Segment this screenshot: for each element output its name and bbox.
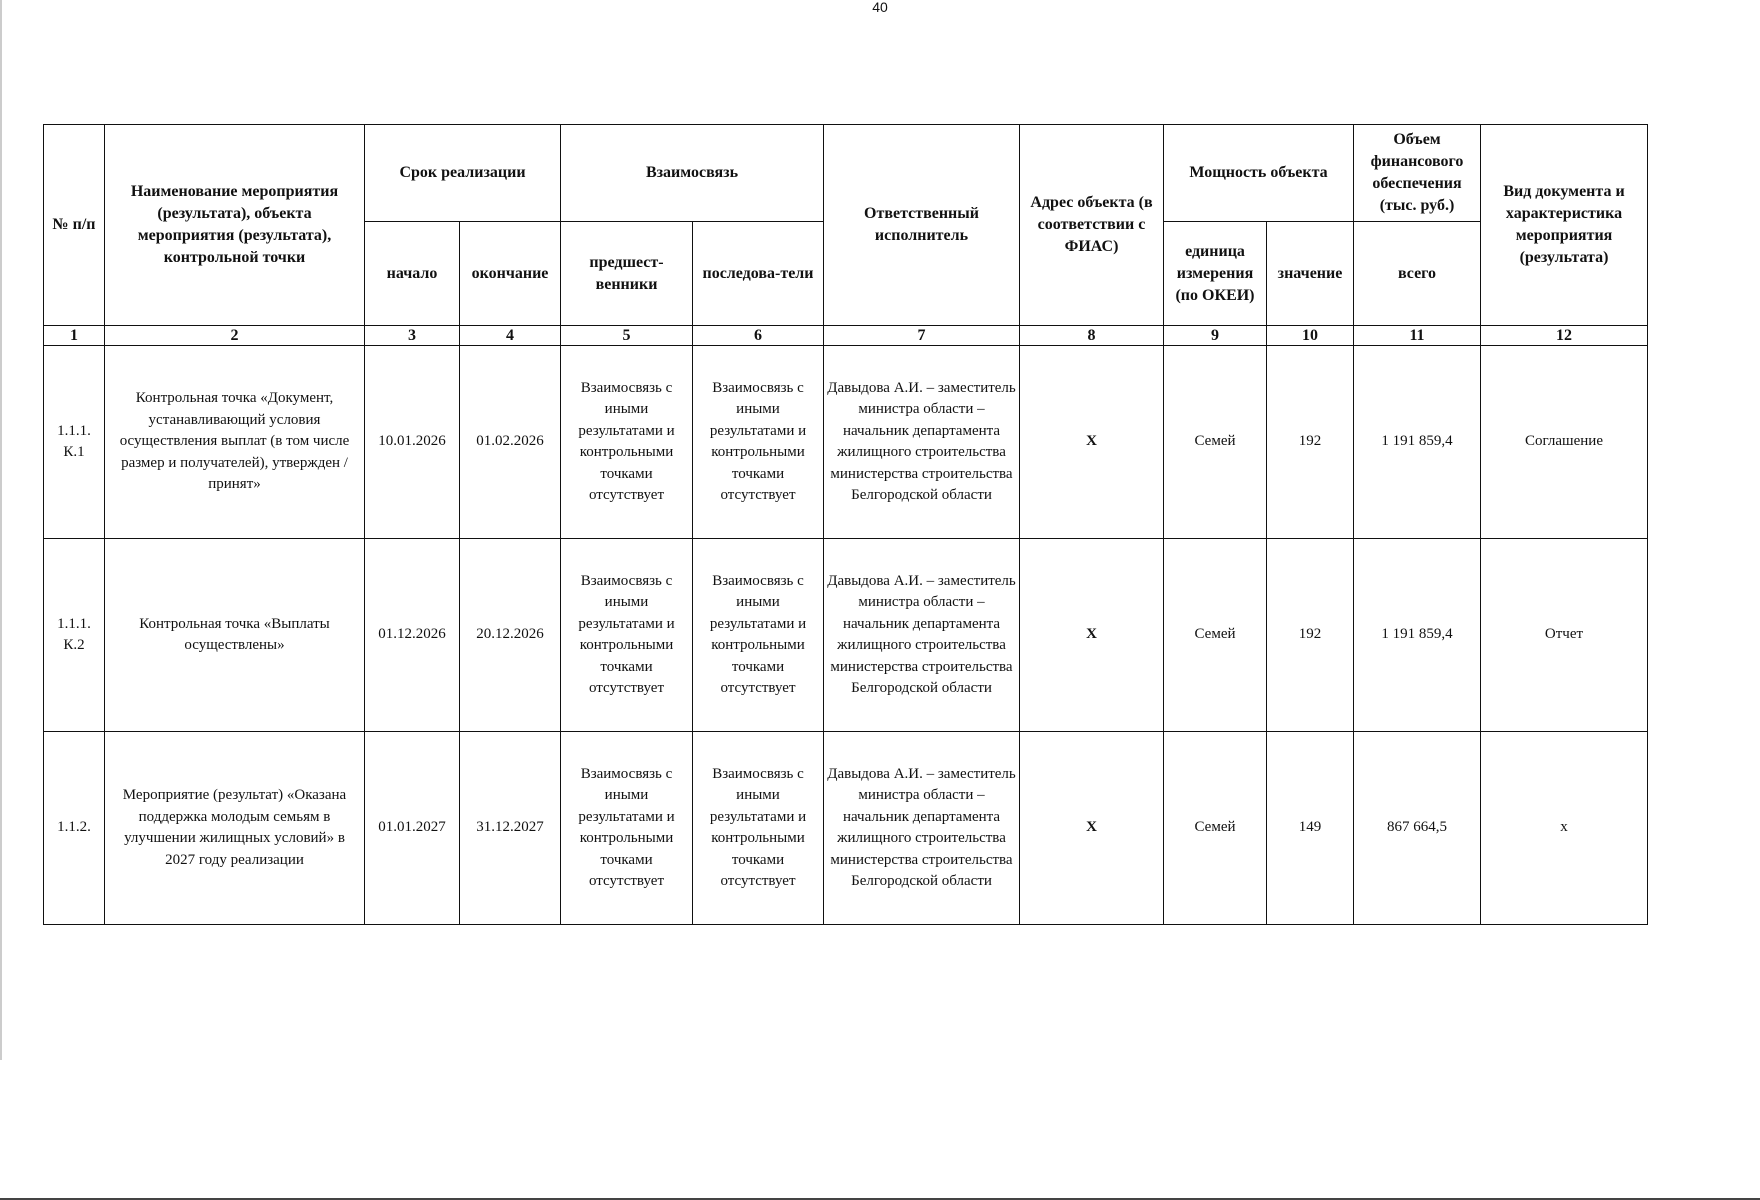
row-start-date: 01.01.2027 xyxy=(365,732,460,925)
header-relation-prev: предшест-венники xyxy=(561,222,693,326)
header-relation-next: последова-тели xyxy=(693,222,824,326)
header-capacity-unit: единица измерения (по ОКЕИ) xyxy=(1164,222,1267,326)
column-number-row xyxy=(44,326,1648,346)
row-address: X xyxy=(1020,732,1164,925)
row-address: X xyxy=(1020,346,1164,539)
column-number: 9 xyxy=(1164,326,1267,346)
row-address: X xyxy=(1020,539,1164,732)
row-value: 192 xyxy=(1267,346,1354,539)
column-number: 5 xyxy=(561,326,693,346)
row-successors: Взаимосвязь с иными результатами и контрольными точками отсутствует xyxy=(693,539,824,732)
header-period: Срок реализации xyxy=(365,125,561,222)
row-num: 1.1.1. К.2 xyxy=(44,539,105,732)
row-successors: Взаимосвязь с иными результатами и контрольными точками отсутствует xyxy=(693,732,824,925)
row-name: Мероприятие (результат) «Оказана поддержка молодым семьям в улучшении жилищных условий» в 2027 году реализации xyxy=(105,732,365,925)
header-num: № п/п xyxy=(44,125,105,326)
page-left-edge xyxy=(0,0,2,1060)
row-name: Контрольная точка «Выплаты осуществлены» xyxy=(105,539,365,732)
row-unit: Семей xyxy=(1164,346,1267,539)
header-doc: Вид документа и характеристика мероприятия (результата) xyxy=(1481,125,1648,326)
column-number: 7 xyxy=(824,326,1020,346)
column-number: 8 xyxy=(1020,326,1164,346)
row-end-date: 20.12.2026 xyxy=(460,539,561,732)
column-number: 2 xyxy=(105,326,365,346)
header-responsible: Ответственный исполнитель xyxy=(824,125,1020,326)
column-number: 6 xyxy=(693,326,824,346)
row-document: Отчет xyxy=(1481,539,1648,732)
column-number: 12 xyxy=(1481,326,1648,346)
header-period-start: начало xyxy=(365,222,460,326)
implementation-plan-table xyxy=(43,124,1648,925)
row-predecessors: Взаимосвязь с иными результатами и контрольными точками отсутствует xyxy=(561,346,693,539)
row-value: 192 xyxy=(1267,539,1354,732)
row-responsible: Давыдова А.И. – заместитель министра области – начальник департамента жилищного строительства министерства строительства Белгородской области xyxy=(824,346,1020,539)
header-relation: Взаимосвязь xyxy=(561,125,824,222)
row-predecessors: Взаимосвязь с иными результатами и контрольными точками отсутствует xyxy=(561,732,693,925)
row-predecessors: Взаимосвязь с иными результатами и контрольными точками отсутствует xyxy=(561,539,693,732)
row-document: Соглашение xyxy=(1481,346,1648,539)
row-finance-total: 867 664,5 xyxy=(1354,732,1481,925)
row-responsible: Давыдова А.И. – заместитель министра области – начальник департамента жилищного строительства министерства строительства Белгородской области xyxy=(824,732,1020,925)
row-document: х xyxy=(1481,732,1648,925)
row-unit: Семей xyxy=(1164,539,1267,732)
row-unit: Семей xyxy=(1164,732,1267,925)
row-num: 1.1.2. xyxy=(44,732,105,925)
header-period-end: окончание xyxy=(460,222,561,326)
header-address: Адрес объекта (в соответствии с ФИАС) xyxy=(1020,125,1164,326)
table-row xyxy=(44,346,1648,539)
row-finance-total: 1 191 859,4 xyxy=(1354,346,1481,539)
header-capacity: Мощность объекта xyxy=(1164,125,1354,222)
table-row xyxy=(44,732,1648,925)
page-number: 40 xyxy=(872,0,888,15)
column-number: 1 xyxy=(44,326,105,346)
row-responsible: Давыдова А.И. – заместитель министра области – начальник департамента жилищного строительства министерства строительства Белгородской области xyxy=(824,539,1020,732)
row-num: 1.1.1. К.1 xyxy=(44,346,105,539)
header-finance-total: всего xyxy=(1354,222,1481,326)
row-value: 149 xyxy=(1267,732,1354,925)
header-finance: Объем финансового обеспечения (тыс. руб.) xyxy=(1354,125,1481,222)
column-number: 11 xyxy=(1354,326,1481,346)
column-number: 10 xyxy=(1267,326,1354,346)
row-name: Контрольная точка «Документ, устанавливающий условия осуществления выплат (в том числе размер и получателей), утвержден / принят» xyxy=(105,346,365,539)
row-end-date: 01.02.2026 xyxy=(460,346,561,539)
row-end-date: 31.12.2027 xyxy=(460,732,561,925)
column-number: 3 xyxy=(365,326,460,346)
header-name: Наименование мероприятия (результата), объекта мероприятия (результата), контрольной точки xyxy=(105,125,365,326)
table-row xyxy=(44,539,1648,732)
row-start-date: 10.01.2026 xyxy=(365,346,460,539)
header-capacity-value: значение xyxy=(1267,222,1354,326)
row-finance-total: 1 191 859,4 xyxy=(1354,539,1481,732)
row-start-date: 01.12.2026 xyxy=(365,539,460,732)
column-number: 4 xyxy=(460,326,561,346)
row-successors: Взаимосвязь с иными результатами и контрольными точками отсутствует xyxy=(693,346,824,539)
